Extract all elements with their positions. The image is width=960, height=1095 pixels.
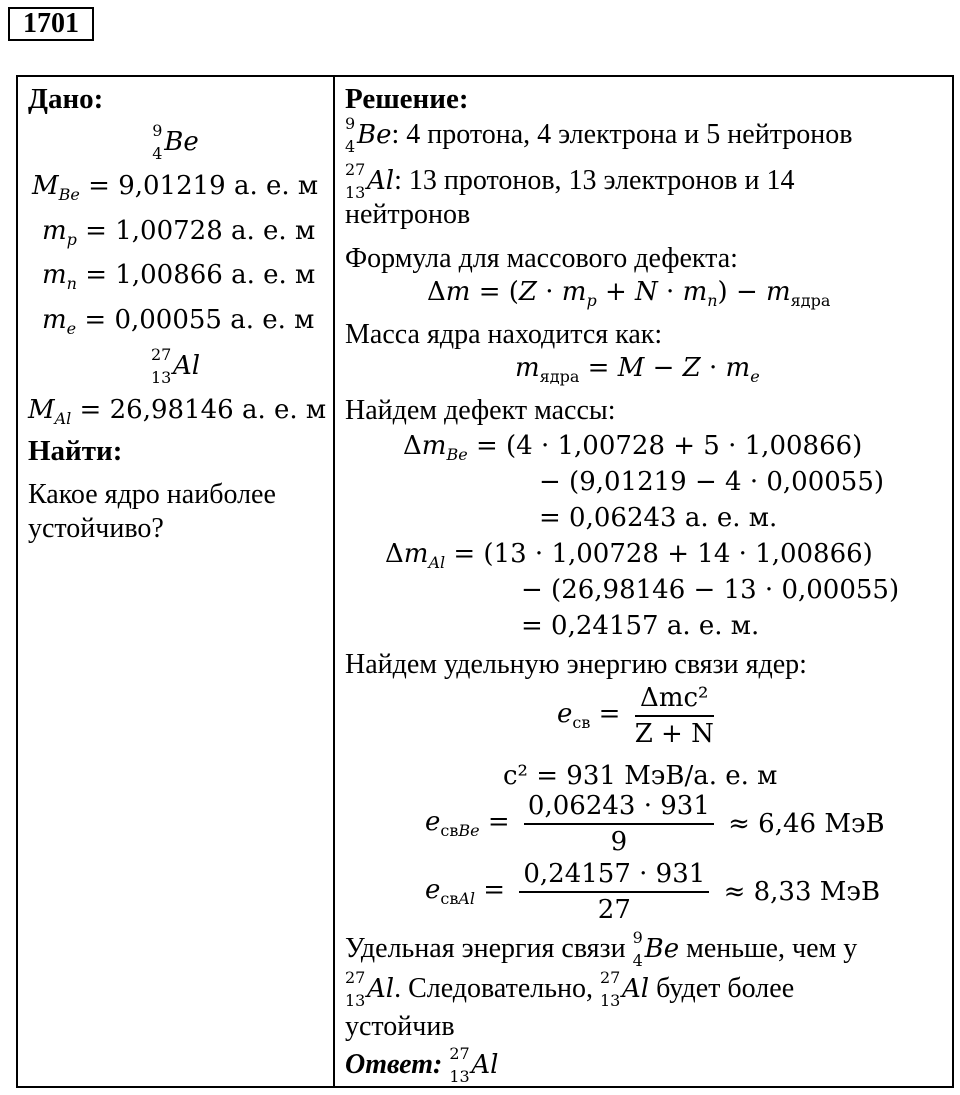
given-mass-neutron: $m_n = 1,00866$ а. е. м <box>42 260 316 294</box>
solution-header: Решение: <box>345 83 469 115</box>
be-composition: 9 4 Be: 4 протона, 4 электрона и 5 нейтронов <box>345 114 853 156</box>
given-column <box>18 77 333 1086</box>
given-header: Дано: <box>28 83 104 115</box>
given-al-nuclide: 27 13 Al <box>150 345 201 387</box>
conclusion-line1: Удельная энергия связи 9 4 Be меньше, чем у <box>345 928 858 970</box>
energy-intro: Найдем удельную энергию связи ядер: <box>345 649 807 680</box>
nucleus-mass-formula: $m_{ядра} = M - Z \cdot m_e$ <box>515 353 760 387</box>
energy-al: $e_{свAl}$ = $\frac{0,24157 \cdot 931}{27}$ ≈ 8,33 МэВ <box>425 859 881 925</box>
defect-be-line2: − (9,01219 − 4 · 0,00055) <box>539 467 885 497</box>
given-mass-proton: $m_p = 1,00728$ а. е. м <box>42 216 316 250</box>
formula-intro: Формула для массового дефекта: <box>345 243 738 274</box>
given-mass-al: $M_{Al} = 26,98146$ а. е. м <box>28 395 327 429</box>
problem-number: 1701 <box>8 7 94 41</box>
al-composition-line2: нейтронов <box>345 199 471 230</box>
energy-be: $e_{свBe}$ = $\frac{0,06243 \cdot 931}{9}$ ≈ 6,46 МэВ <box>425 791 885 857</box>
c-squared: c² = 931 МэВ/а. е. м <box>503 761 778 791</box>
mass-defect-formula: $\Delta m = (Z \cdot m_p + N \cdot m_n) - m_{ядра}$ <box>427 277 831 311</box>
answer: Ответ: 27 13 Al <box>345 1044 499 1086</box>
conclusion-line3: устойчив <box>345 1011 455 1042</box>
defect-be-line1: $\Delta m_{Be} = (4 \cdot 1,00728 + 5 \cdot 1,00866)$ <box>403 431 863 465</box>
defect-intro: Найдем дефект массы: <box>345 395 616 426</box>
find-question-line1: Какое ядро наиболее <box>28 479 276 510</box>
defect-al-line1: $\Delta m_{Al} = (13 \cdot 1,00728 + 14 \cdot 1,00866)$ <box>385 539 873 573</box>
given-mass-be: $M_{Be} = 9,01219$ а. е. м <box>32 171 319 205</box>
defect-be-line3: = 0,06243 а. е. м. <box>539 503 778 533</box>
conclusion-line2: 27 13 Al. Следовательно, 27 13 Al будет более <box>345 968 795 1010</box>
given-be-nuclide: 9 4 Be <box>152 121 199 163</box>
al-composition-line1: 27 13 Al: 13 протонов, 13 электронов и 14 <box>345 160 795 202</box>
nucleus-mass-intro: Масса ядра находится как: <box>345 319 663 350</box>
defect-al-line3: = 0,24157 а. е. м. <box>521 611 760 641</box>
given-mass-electron: $m_e = 0,00055$ а. е. м <box>42 305 315 339</box>
solution-table <box>16 75 954 1088</box>
find-header: Найти: <box>28 435 123 467</box>
solution-column <box>335 77 952 1086</box>
binding-energy-formula: $e_{св}$ = $\frac{\text{Δmc²}}{Z + N}$ <box>557 683 714 749</box>
find-question-line2: устойчиво? <box>28 513 164 544</box>
defect-al-line2: − (26,98146 − 13 · 0,00055) <box>521 575 900 605</box>
